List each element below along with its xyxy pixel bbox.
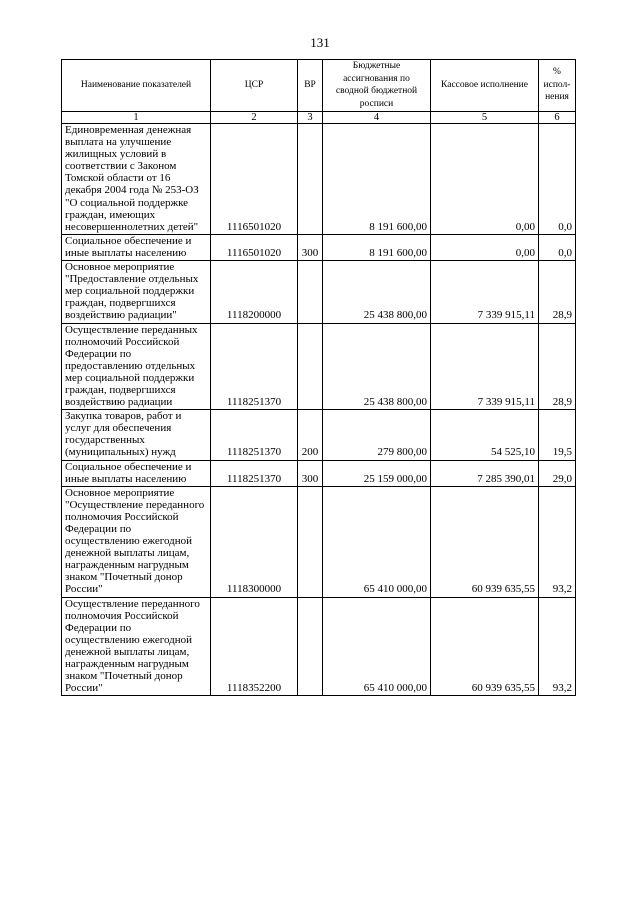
cell-csr: 1118251370 [211, 410, 298, 460]
cell-vr [298, 323, 323, 410]
cell-percent: 93,2 [539, 597, 576, 696]
cell-budget: 65 410 000,00 [323, 597, 431, 696]
header-percent: % испол-нения [539, 60, 576, 112]
cell-vr: 300 [298, 460, 323, 486]
cell-percent: 0,0 [539, 234, 576, 260]
header-cash: Кассовое исполнение [431, 60, 539, 112]
cell-csr: 1118200000 [211, 261, 298, 323]
cell-csr: 1118352200 [211, 597, 298, 696]
table-row [62, 460, 576, 486]
cell-cash: 7 339 915,11 [431, 261, 539, 323]
cell-name: Социальное обеспечение и иные выплаты населению [62, 234, 211, 260]
table-row [62, 323, 576, 410]
table-row [62, 261, 576, 323]
cell-csr: 1118251370 [211, 323, 298, 410]
cell-vr [298, 597, 323, 696]
cell-percent: 28,9 [539, 261, 576, 323]
cell-name: Осуществление переданных полномочий Российской Федерации по предоставлению отдельных мер социальной поддержки граждан, подвергшихся воздействию радиации [62, 323, 211, 410]
cell-budget: 25 159 000,00 [323, 460, 431, 486]
column-number: 4 [323, 112, 431, 124]
cell-percent: 19,5 [539, 410, 576, 460]
cell-budget: 279 800,00 [323, 410, 431, 460]
cell-percent: 29,0 [539, 460, 576, 486]
cell-cash: 60 939 635,55 [431, 486, 539, 597]
cell-vr [298, 486, 323, 597]
cell-vr [298, 261, 323, 323]
cell-percent: 0,0 [539, 124, 576, 235]
table-row [62, 410, 576, 460]
cell-vr: 200 [298, 410, 323, 460]
cell-vr [298, 124, 323, 235]
cell-vr: 300 [298, 234, 323, 260]
cell-csr: 1116501020 [211, 234, 298, 260]
cell-cash: 7 285 390,01 [431, 460, 539, 486]
header-vr: ВР [298, 60, 323, 112]
cell-cash: 54 525,10 [431, 410, 539, 460]
table-row [62, 124, 576, 235]
table-row [62, 234, 576, 260]
cell-cash: 7 339 915,11 [431, 323, 539, 410]
cell-name: Основное мероприятие "Осуществление переданного полномочия Российской Федерации по осуществлению ежегодной денежной выплаты лицам, награжденным нагрудным знаком "Почетный донор России" [62, 486, 211, 597]
cell-budget: 65 410 000,00 [323, 486, 431, 597]
column-number: 5 [431, 112, 539, 124]
budget-execution-table [61, 59, 576, 696]
table-row [62, 486, 576, 597]
column-numbers-row [62, 112, 576, 124]
column-number: 2 [211, 112, 298, 124]
cell-name: Социальное обеспечение и иные выплаты населению [62, 460, 211, 486]
cell-budget: 8 191 600,00 [323, 124, 431, 235]
column-number: 6 [539, 112, 576, 124]
cell-budget: 25 438 800,00 [323, 261, 431, 323]
cell-csr: 1118300000 [211, 486, 298, 597]
cell-name: Единовременная денежная выплата на улучшение жилищных условий в соответствии с Законом Томской области от 16 декабря 2004 года № 253-ОЗ "О социальной поддержке граждан, имеющих несовершеннолетних детей" [62, 124, 211, 235]
cell-name: Основное мероприятие "Предоставление отдельных мер социальной поддержки граждан, подвергшихся воздействию радиации" [62, 261, 211, 323]
cell-percent: 28,9 [539, 323, 576, 410]
cell-percent: 93,2 [539, 486, 576, 597]
cell-budget: 8 191 600,00 [323, 234, 431, 260]
page-number: 131 [310, 35, 330, 50]
column-number: 1 [62, 112, 211, 124]
column-number: 3 [298, 112, 323, 124]
cell-budget: 25 438 800,00 [323, 323, 431, 410]
cell-cash: 0,00 [431, 124, 539, 235]
cell-csr: 1118251370 [211, 460, 298, 486]
table-header-row [62, 60, 576, 112]
header-budget: Бюджетные ассигнования по сводной бюджетной росписи [323, 60, 431, 112]
cell-name: Закупка товаров, работ и услуг для обеспечения государственных (муниципальных) нужд [62, 410, 211, 460]
cell-csr: 1116501020 [211, 124, 298, 235]
header-name: Наименование показателей [62, 60, 211, 112]
cell-name: Осуществление переданного полномочия Российской Федерации по осуществлению ежегодной денежной выплаты лицам, награжденным нагрудным знаком "Почетный донор России" [62, 597, 211, 696]
cell-cash: 60 939 635,55 [431, 597, 539, 696]
cell-cash: 0,00 [431, 234, 539, 260]
header-csr: ЦСР [211, 60, 298, 112]
table-row [62, 597, 576, 696]
